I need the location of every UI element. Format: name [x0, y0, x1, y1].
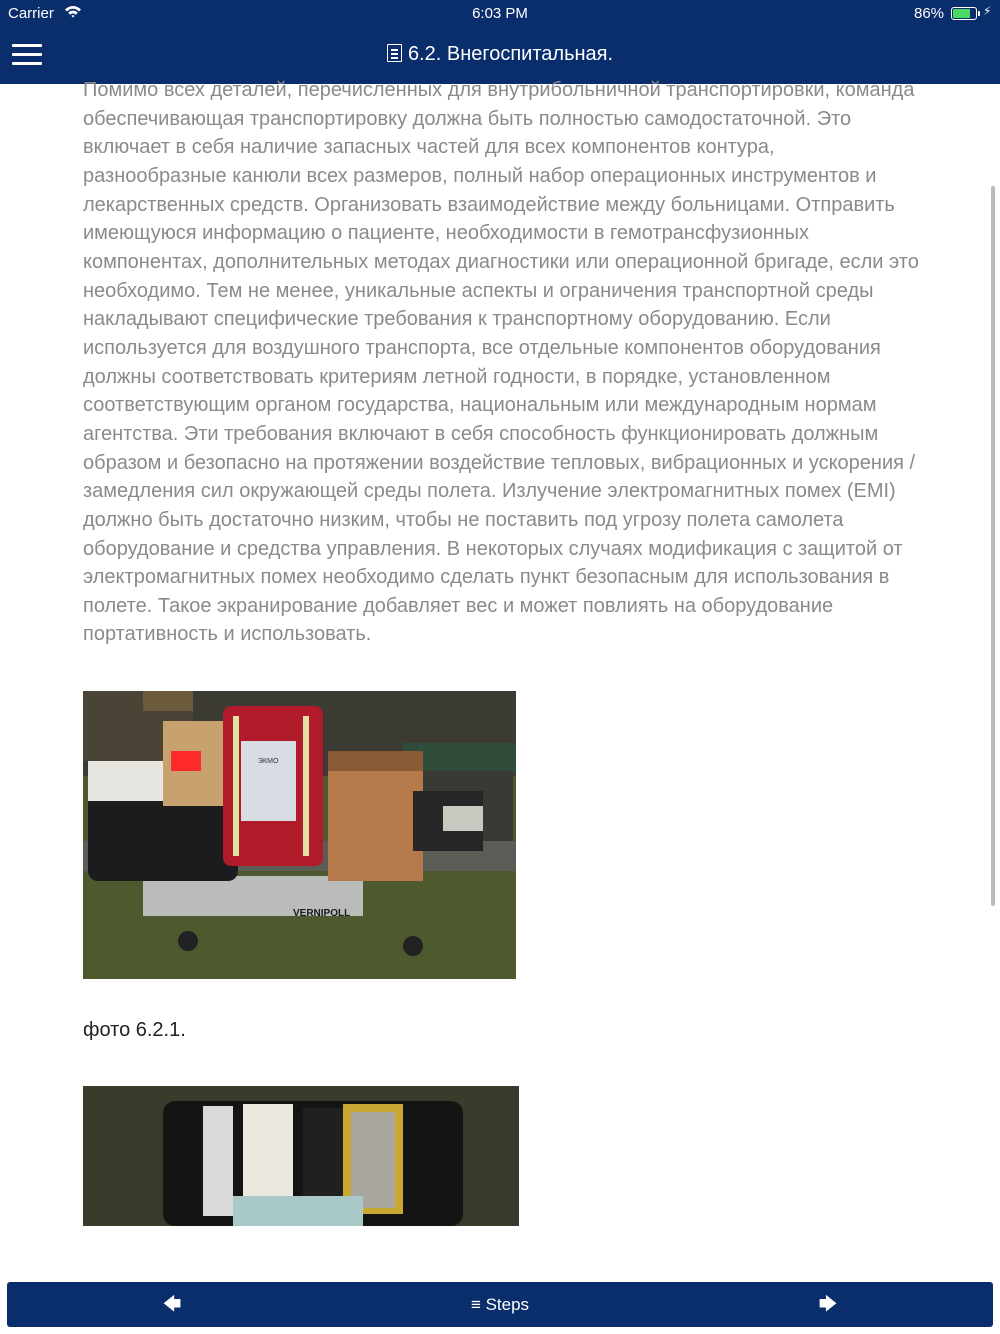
battery-icon — [951, 7, 977, 20]
charging-bolt-icon: ⚡ — [983, 4, 992, 18]
status-time: 6:03 PM — [472, 5, 528, 22]
battery-percentage: 86% — [914, 5, 945, 22]
article-content — [83, 76, 923, 1226]
article-paragraph: Помимо всех деталей, перечисленных для внутрибольничной транспортировки, команда обеспечивающая транспортировку должна быть полностью самодостаточной. Это включает в себя наличие запасных частей для всех компонентов контура, разнообразные канюли всех размеров, полный набор операционных инструментов и лекарственных средств. Организовать взаимодействие между больницами. Отправить имеющуюся информацию о пациенте, необходимости в гемотрансфузионных компонентах, дополнительных методах диагностики или операционной бригаде, если это необходимо. Тем не менее, уникальные аспекты и ограничения транспортной среды накладывают специфические требования к транспортному оборудованию. Если используется для воздушного транспорта, все отдельные компонентов оборудования должны соответствовать критериям летной годности, в порядке, установленном соответствующим органом государства, национальным или международным нормам агентства. Эти требования включают в себя способность функционировать должным образом и безопасно на протяжении воздействие тепловых, вибрационных и ускорения / замедления сил окружающей среды полета. Излучение электромагнитных помех (EMI) должно быть достаточно низким, чтобы не поставить под угрозу полета самолета оборудование и средства управления. В некоторых случаях модификация с защитой от электромагнитных помех необходимо сделать пункт безопасным для использования в полете. Такое экранирование добавляет вес и может повлиять на оборудование портативность и использовать. — [83, 79, 919, 646]
carrier-label: Carrier — [8, 5, 54, 22]
photo-caption: фото 6.2.1. — [83, 1019, 186, 1042]
bottom-toolbar — [7, 1282, 993, 1327]
photo-box-text: ЭКМО — [258, 758, 279, 766]
scrollbar[interactable] — [991, 186, 995, 906]
document-icon — [387, 44, 402, 62]
equipment-bag-image — [83, 1086, 519, 1226]
steps-button[interactable]: ≡ Steps — [470, 1295, 530, 1314]
page-title — [0, 43, 1000, 66]
photo-label: VERNIPOLL — [293, 908, 351, 920]
arrow-right-icon[interactable]: 🡆 — [818, 1294, 838, 1314]
page-title-text: 6.2. Внегоспитальная. — [407, 43, 614, 65]
navigation-bar — [0, 0, 1000, 84]
arrow-left-icon[interactable]: 🡄 — [162, 1294, 182, 1314]
status-bar — [0, 0, 1000, 28]
photo-ecmo-transport-stretcher — [83, 691, 516, 979]
photo-equipment-bag — [83, 1086, 519, 1226]
stretcher-image — [83, 691, 516, 979]
